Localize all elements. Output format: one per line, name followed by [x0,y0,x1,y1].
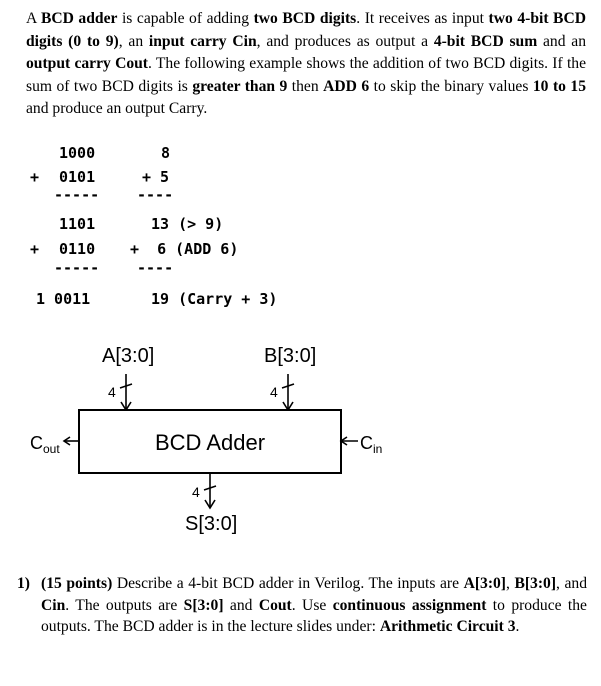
input-b-ref: B[3:0] [514,575,557,592]
binary-result: 1 0011 [36,290,91,308]
question-1 [17,573,587,638]
binary-operand-2: 0101 [59,168,96,186]
binary-rule-1: ----- [54,186,100,204]
cin-label: $C_{in}$ [360,433,383,456]
question-text: (15 points) Describe a 4-bit BCD adder in Verilog. The inputs are A[3:0], B[3:0], and Cin. The outputs are S[3:0] and Cout. Use continuous assignment to produce the outputs. The BCD adder is in the lecture slides under: Arithmetic Circuit 3. [41,575,587,635]
binary-operand-1: 1000 [59,144,96,162]
decimal-rule-1: ---- [137,186,174,204]
cout-label: $C_{out}$ [30,433,60,456]
cin-arrow [341,437,358,445]
question-points: (15 points) [41,575,113,592]
cout-arrow [64,437,79,445]
term-output-carry: output carry Cout [26,55,148,73]
output-s-label: S[3:0] [185,513,238,535]
cin-ref: Cin [41,596,66,614]
input-a-label: A[3:0] [102,345,155,367]
decimal-operand-2: + 5 [142,168,170,186]
decimal-correction: + 6 (ADD 6) [130,240,239,258]
term-two-bcd-digits: two BCD digits [253,10,357,27]
intro-paragraph: A BCD adder is capable of adding two BCD digits. It receives as input two 4-bit BCD digits (0 to 9), an input carry Cin, and produces as output a 4-bit BCD sum and an output carry Cout. The following example shows the addition of two BCD digits. If the sum of two BCD digits is greater than 9 then ADD 6 to skip the binary values 10 to 15 and produce an output Carry. [26,10,587,118]
output-s-width: 4 [192,484,200,500]
term-add-6: ADD 6 [323,77,370,95]
input-b-width: 4 [270,384,278,400]
output-s-arrow [204,473,216,508]
term-greater-than-9: greater than 9 [192,77,288,95]
bcd-adder-block-label: BCD Adder [154,430,266,455]
input-b-label: B[3:0] [264,345,317,367]
decimal-intermediate: 13 (> 9) [151,215,224,233]
question-number: 1) [17,575,30,592]
input-b-arrow [282,374,294,410]
input-a-arrow [120,374,132,410]
lecture-slides-ref: Arithmetic Circuit 3 [379,618,516,635]
binary-rule-2: ----- [54,259,100,277]
binary-plus-1: + [30,168,40,186]
term-two-4bit-bcd-digits: two 4-bit BCD digits (0 to 9) [26,10,586,50]
continuous-assignment-ref: continuous assignment [332,596,487,614]
binary-correction: 0110 [59,240,96,258]
term-4bit-bcd-sum: 4-bit BCD sum [433,32,538,50]
binary-intermediate: 1101 [59,215,96,233]
decimal-result: 19 (Carry + 3) [151,290,278,308]
term-input-carry: input carry Cin [148,32,257,50]
input-a-width: 4 [108,384,116,400]
cout-ref: Cout [258,596,292,614]
binary-plus-2: + [30,240,40,258]
term-10-to-15: 10 to 15 [532,77,586,95]
decimal-operand-1: 8 [161,144,171,162]
input-a-ref: A[3:0] [463,575,506,592]
output-s-ref: S[3:0] [183,596,224,614]
term-bcd-adder: BCD adder [40,10,118,27]
decimal-rule-2: ---- [137,259,174,277]
